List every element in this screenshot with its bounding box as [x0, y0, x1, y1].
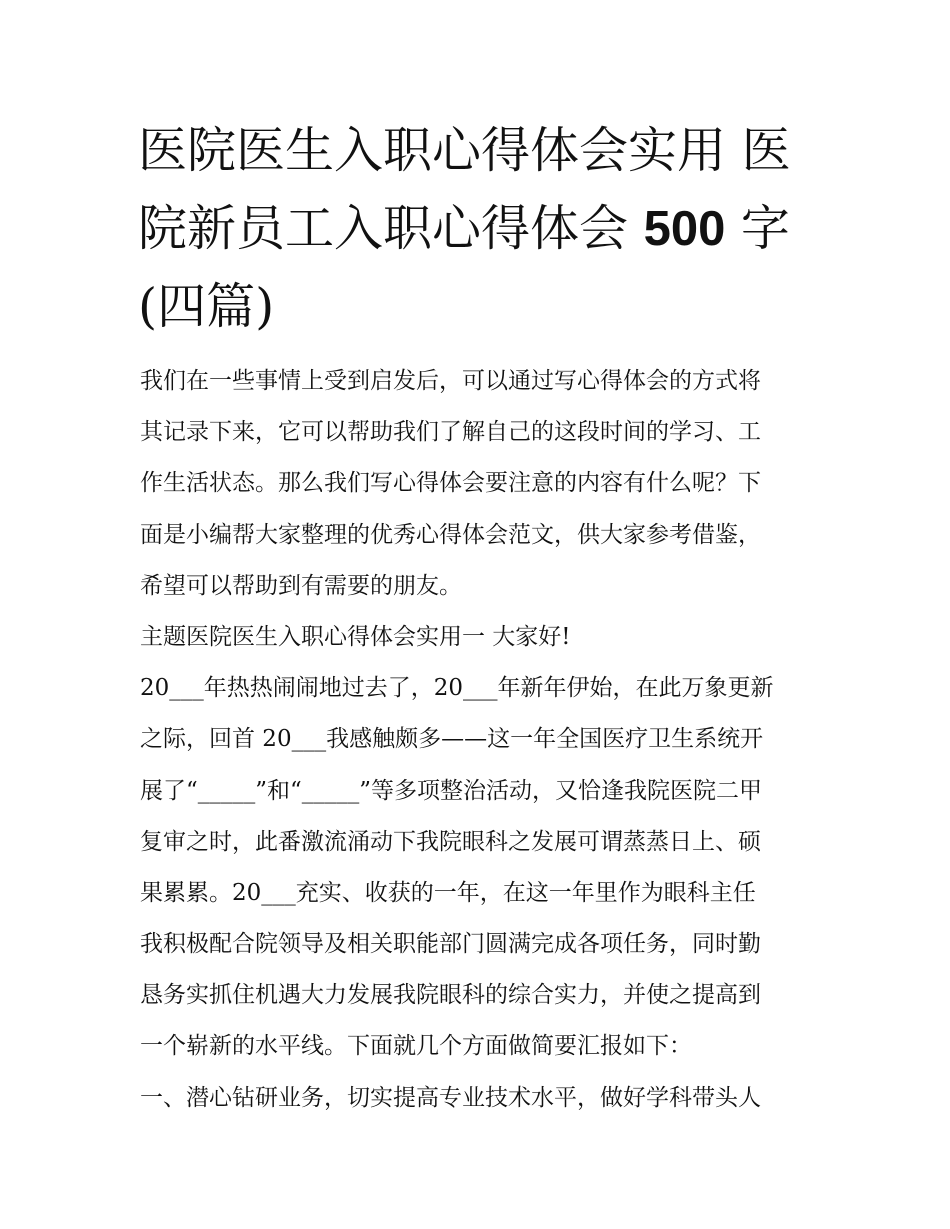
document-body — [140, 356, 820, 1124]
body-line-10: 复审之时，此番激流涌动下我院眼科之发展可谓蒸蒸日上、硕 — [140, 828, 761, 855]
body-line-11: 果累累。20___充实、收获的一年，在这一年里作为眼科主任 — [140, 879, 756, 906]
body-line-2: 其记录下来，它可以帮助我们了解自己的这段时间的学习、工 — [140, 419, 761, 446]
body-line-3: 作生活状态。那么我们写心得体会要注意的内容有什么呢？下 — [140, 470, 761, 497]
body-line-7: 20___年热热闹闹地过去了，20___年新年伊始，在此万象更新 — [140, 675, 774, 702]
body-line-12: 我积极配合院领导及相关职能部门圆满完成各项任务，同时勤 — [140, 931, 761, 958]
document-title — [138, 112, 818, 346]
title-line-3: (四篇) — [138, 278, 275, 335]
body-line-14: 一个崭新的水平线。下面就几个方面做简要汇报如下： — [140, 1033, 692, 1060]
body-line-8: 之际，回首 20___我感触颇多——这一年全国医疗卫生系统开 — [140, 726, 764, 753]
body-line-5: 希望可以帮助到有需要的朋友。 — [140, 572, 462, 599]
title-line-2: 院新员工入职心得体会 500 字 — [138, 200, 790, 257]
body-line-9: 展了“_____”和“_____”等多项整治活动，又恰逢我院医院二甲 — [140, 777, 763, 804]
body-line-15: 一、潜心钻研业务，切实提高专业技术水平，做好学科带头人 — [140, 1084, 761, 1111]
body-line-13: 恳务实抓住机遇大力发展我院眼科的综合实力，并使之提高到 — [140, 982, 761, 1009]
body-line-1: 我们在一些事情上受到启发后，可以通过写心得体会的方式将 — [140, 368, 761, 394]
body-line-4: 面是小编帮大家整理的优秀心得体会范文，供大家参考借鉴， — [140, 521, 761, 548]
title-line-1: 医院医生入职心得体会实用 医 — [138, 122, 791, 179]
body-line-6: 主题医院医生入职心得体会实用一 大家好! — [140, 623, 571, 650]
